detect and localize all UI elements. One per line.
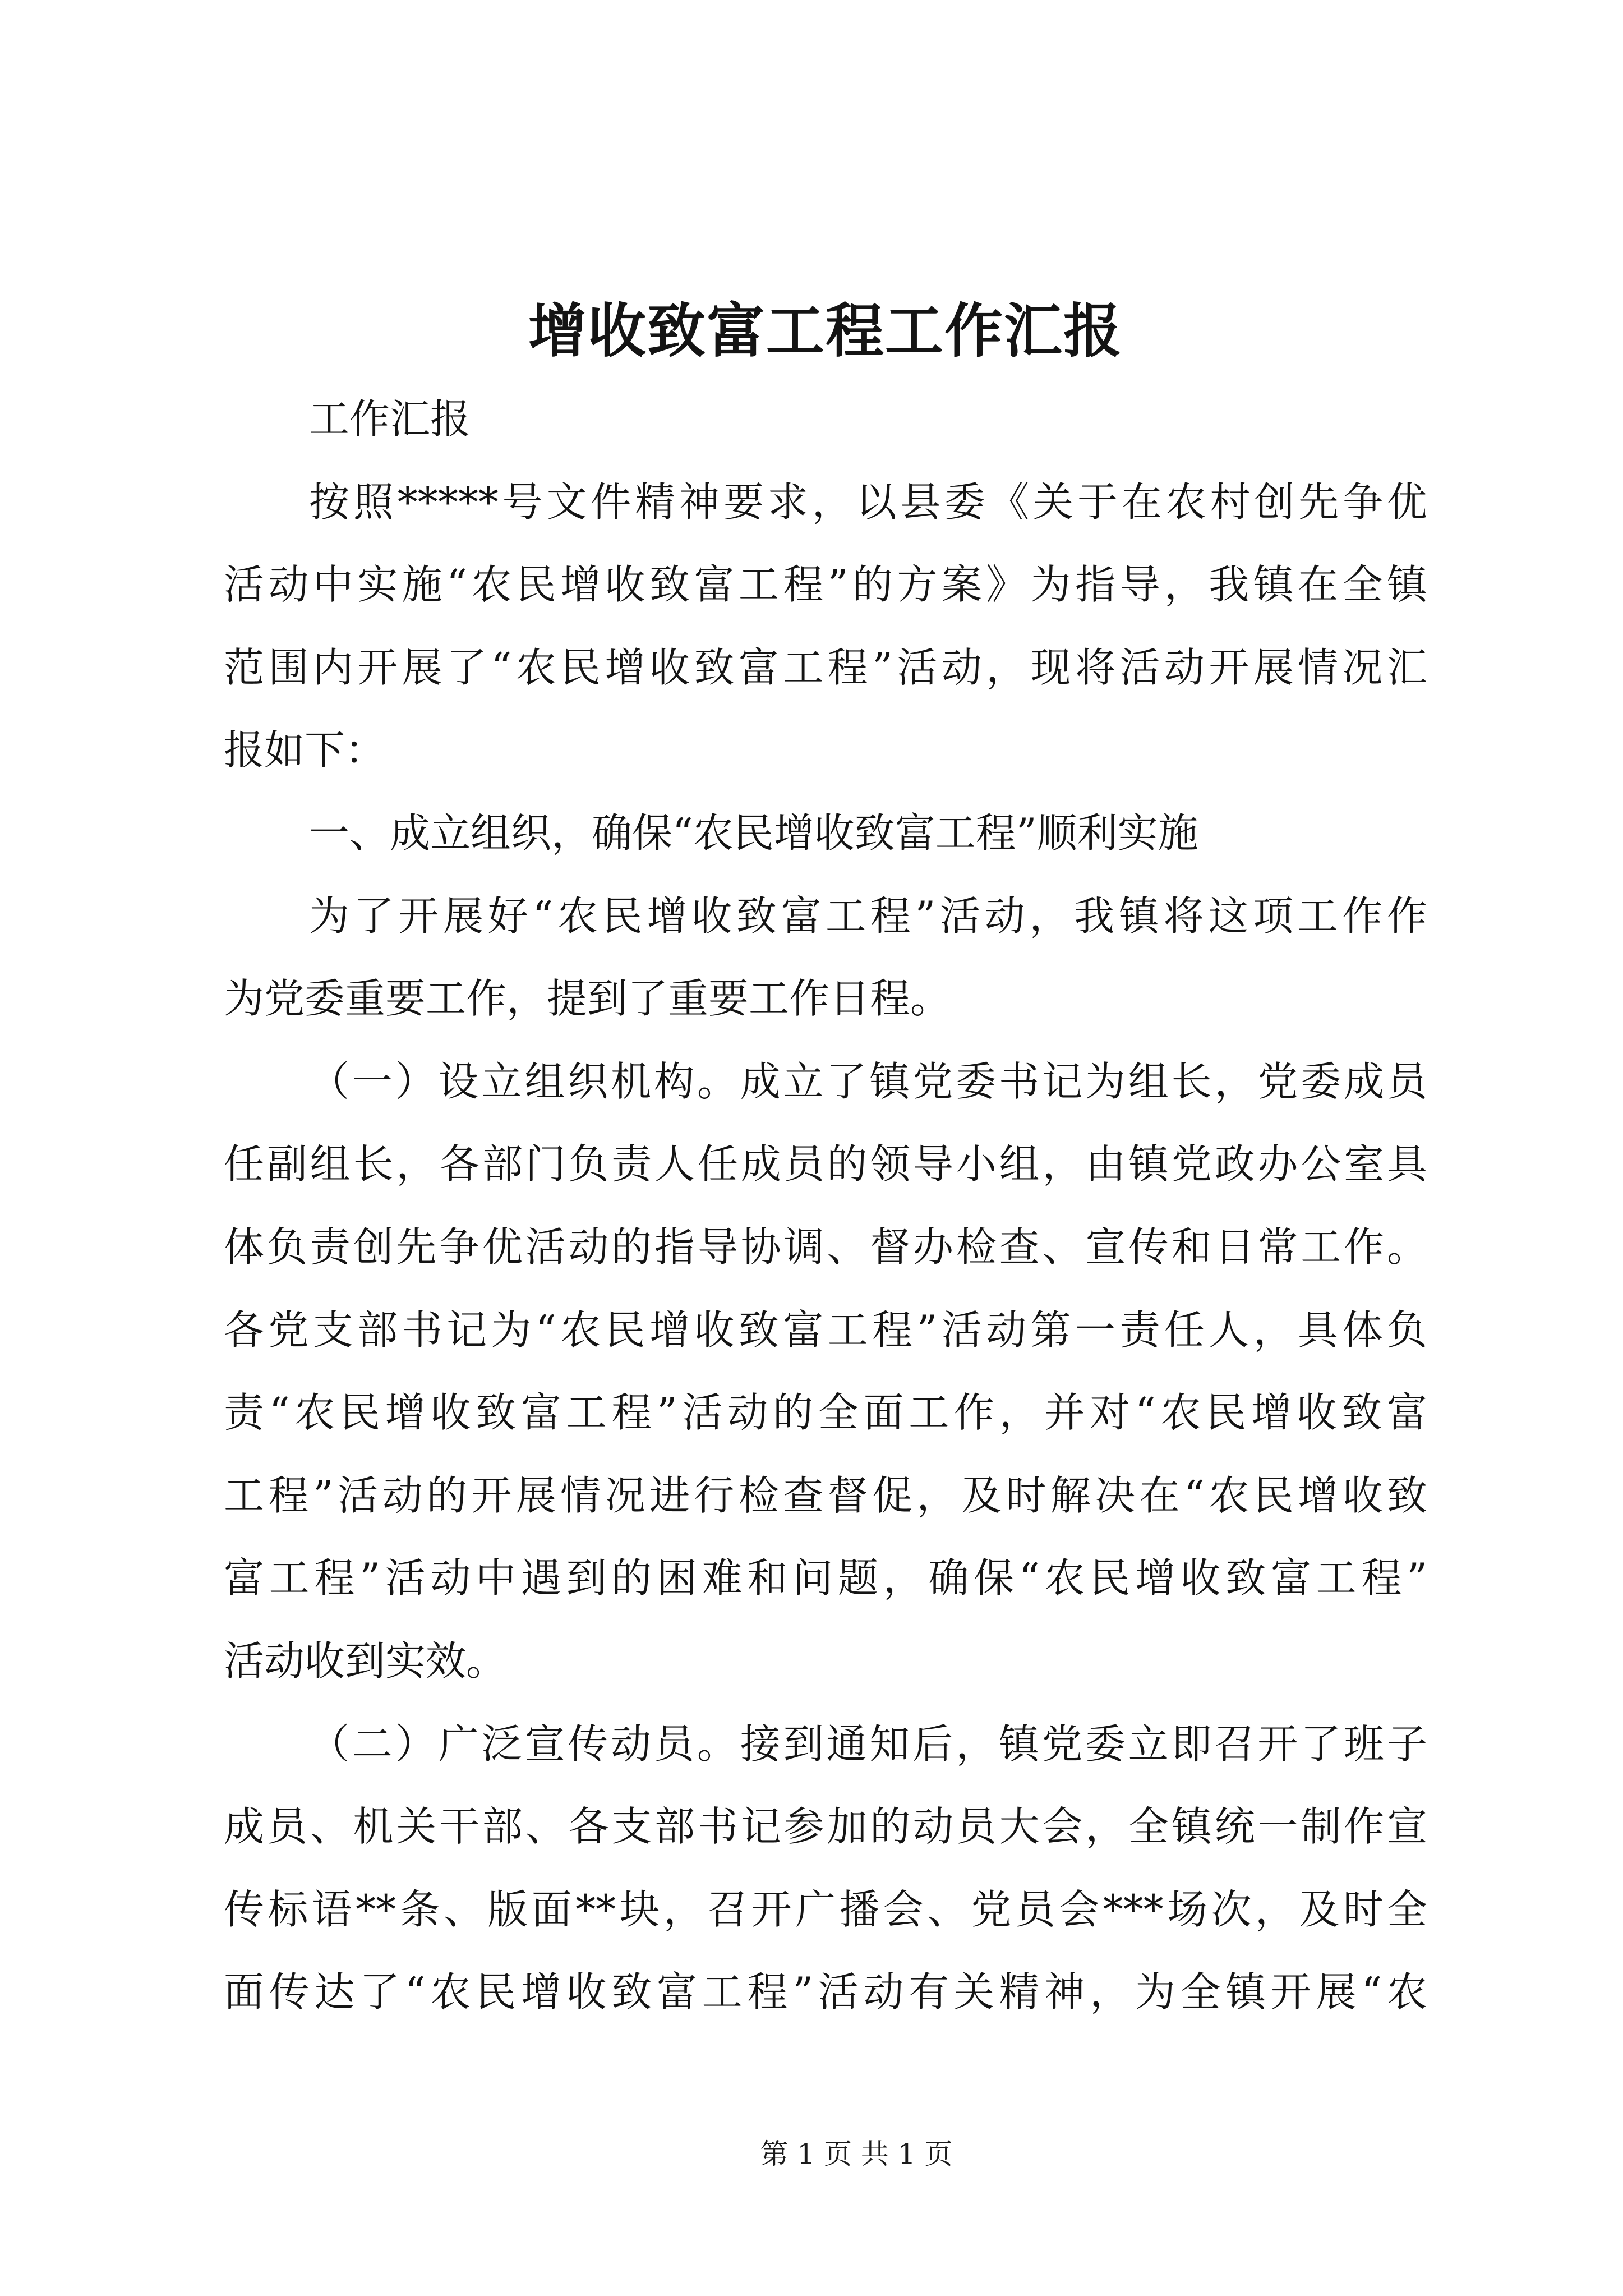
text-line: 工程”活动的开展情况进行检查督促，及时解决在“农民增收致 (224, 1471, 1427, 1519)
text-line: 成员、机关干部、各支部书记参加的动员大会，全镇统一制作宣 (224, 1803, 1427, 1851)
text-line: 传标语**条、版面**块，召开广播会、党员会***场次，及时全 (224, 1885, 1427, 1933)
text-line: 责“农民增收致富工程”活动的全面工作，并对“农民增收致富 (224, 1389, 1427, 1437)
text-line: 为了开展好“农民增收致富工程”活动，我镇将这项工作作 (309, 892, 1427, 940)
text-line: 工作汇报 (309, 395, 471, 443)
text-line: 面传达了“农民增收致富工程”活动有关精神，为全镇开展“农 (224, 1968, 1427, 2016)
text-line: （一）设立组织机构。成立了镇党委书记为组长，党委成员 (309, 1057, 1427, 1105)
paragraph (224, 378, 1427, 461)
text-line: 按照*****号文件精神要求，以县委《关于在农村创先争优 (309, 478, 1427, 526)
text-line: 活动收到实效。 (224, 1637, 507, 1685)
text-line: 一、成立组织，确保“农民增收致富工程”顺利实施 (309, 809, 1198, 857)
paragraph (224, 1703, 1427, 2034)
paragraph (224, 461, 1427, 792)
document-body (224, 378, 1427, 2034)
paragraph (224, 1041, 1427, 1703)
text-line: 各党支部书记为“农民增收致富工程”活动第一责任人，具体负 (224, 1306, 1427, 1354)
text-line: （二）广泛宣传动员。接到通知后，镇党委立即召开了班子 (309, 1720, 1427, 1768)
text-line: 范围内开展了“农民增收致富工程”活动，现将活动开展情况汇 (224, 643, 1427, 691)
text-line: 活动中实施“农民增收致富工程”的方案》为指导，我镇在全镇 (224, 561, 1427, 609)
section-heading (224, 792, 1427, 875)
text-line: 报如下： (224, 726, 386, 774)
text-line: 为党委重要工作，提到了重要工作日程。 (224, 975, 951, 1023)
paragraph (224, 875, 1427, 1041)
document-title: 增收致富工程工作汇报 (528, 296, 1123, 365)
text-line: 任副组长，各部门负责人任成员的领导小组，由镇党政办公室具 (224, 1140, 1427, 1188)
text-line: 体负责创先争优活动的指导协调、督办检查、宣传和日常工作。 (224, 1223, 1427, 1271)
page-footer: 第 1 页 共 1 页 (760, 2138, 953, 2170)
text-line: 富工程”活动中遇到的困难和问题，确保“农民增收致富工程” (224, 1554, 1427, 1602)
